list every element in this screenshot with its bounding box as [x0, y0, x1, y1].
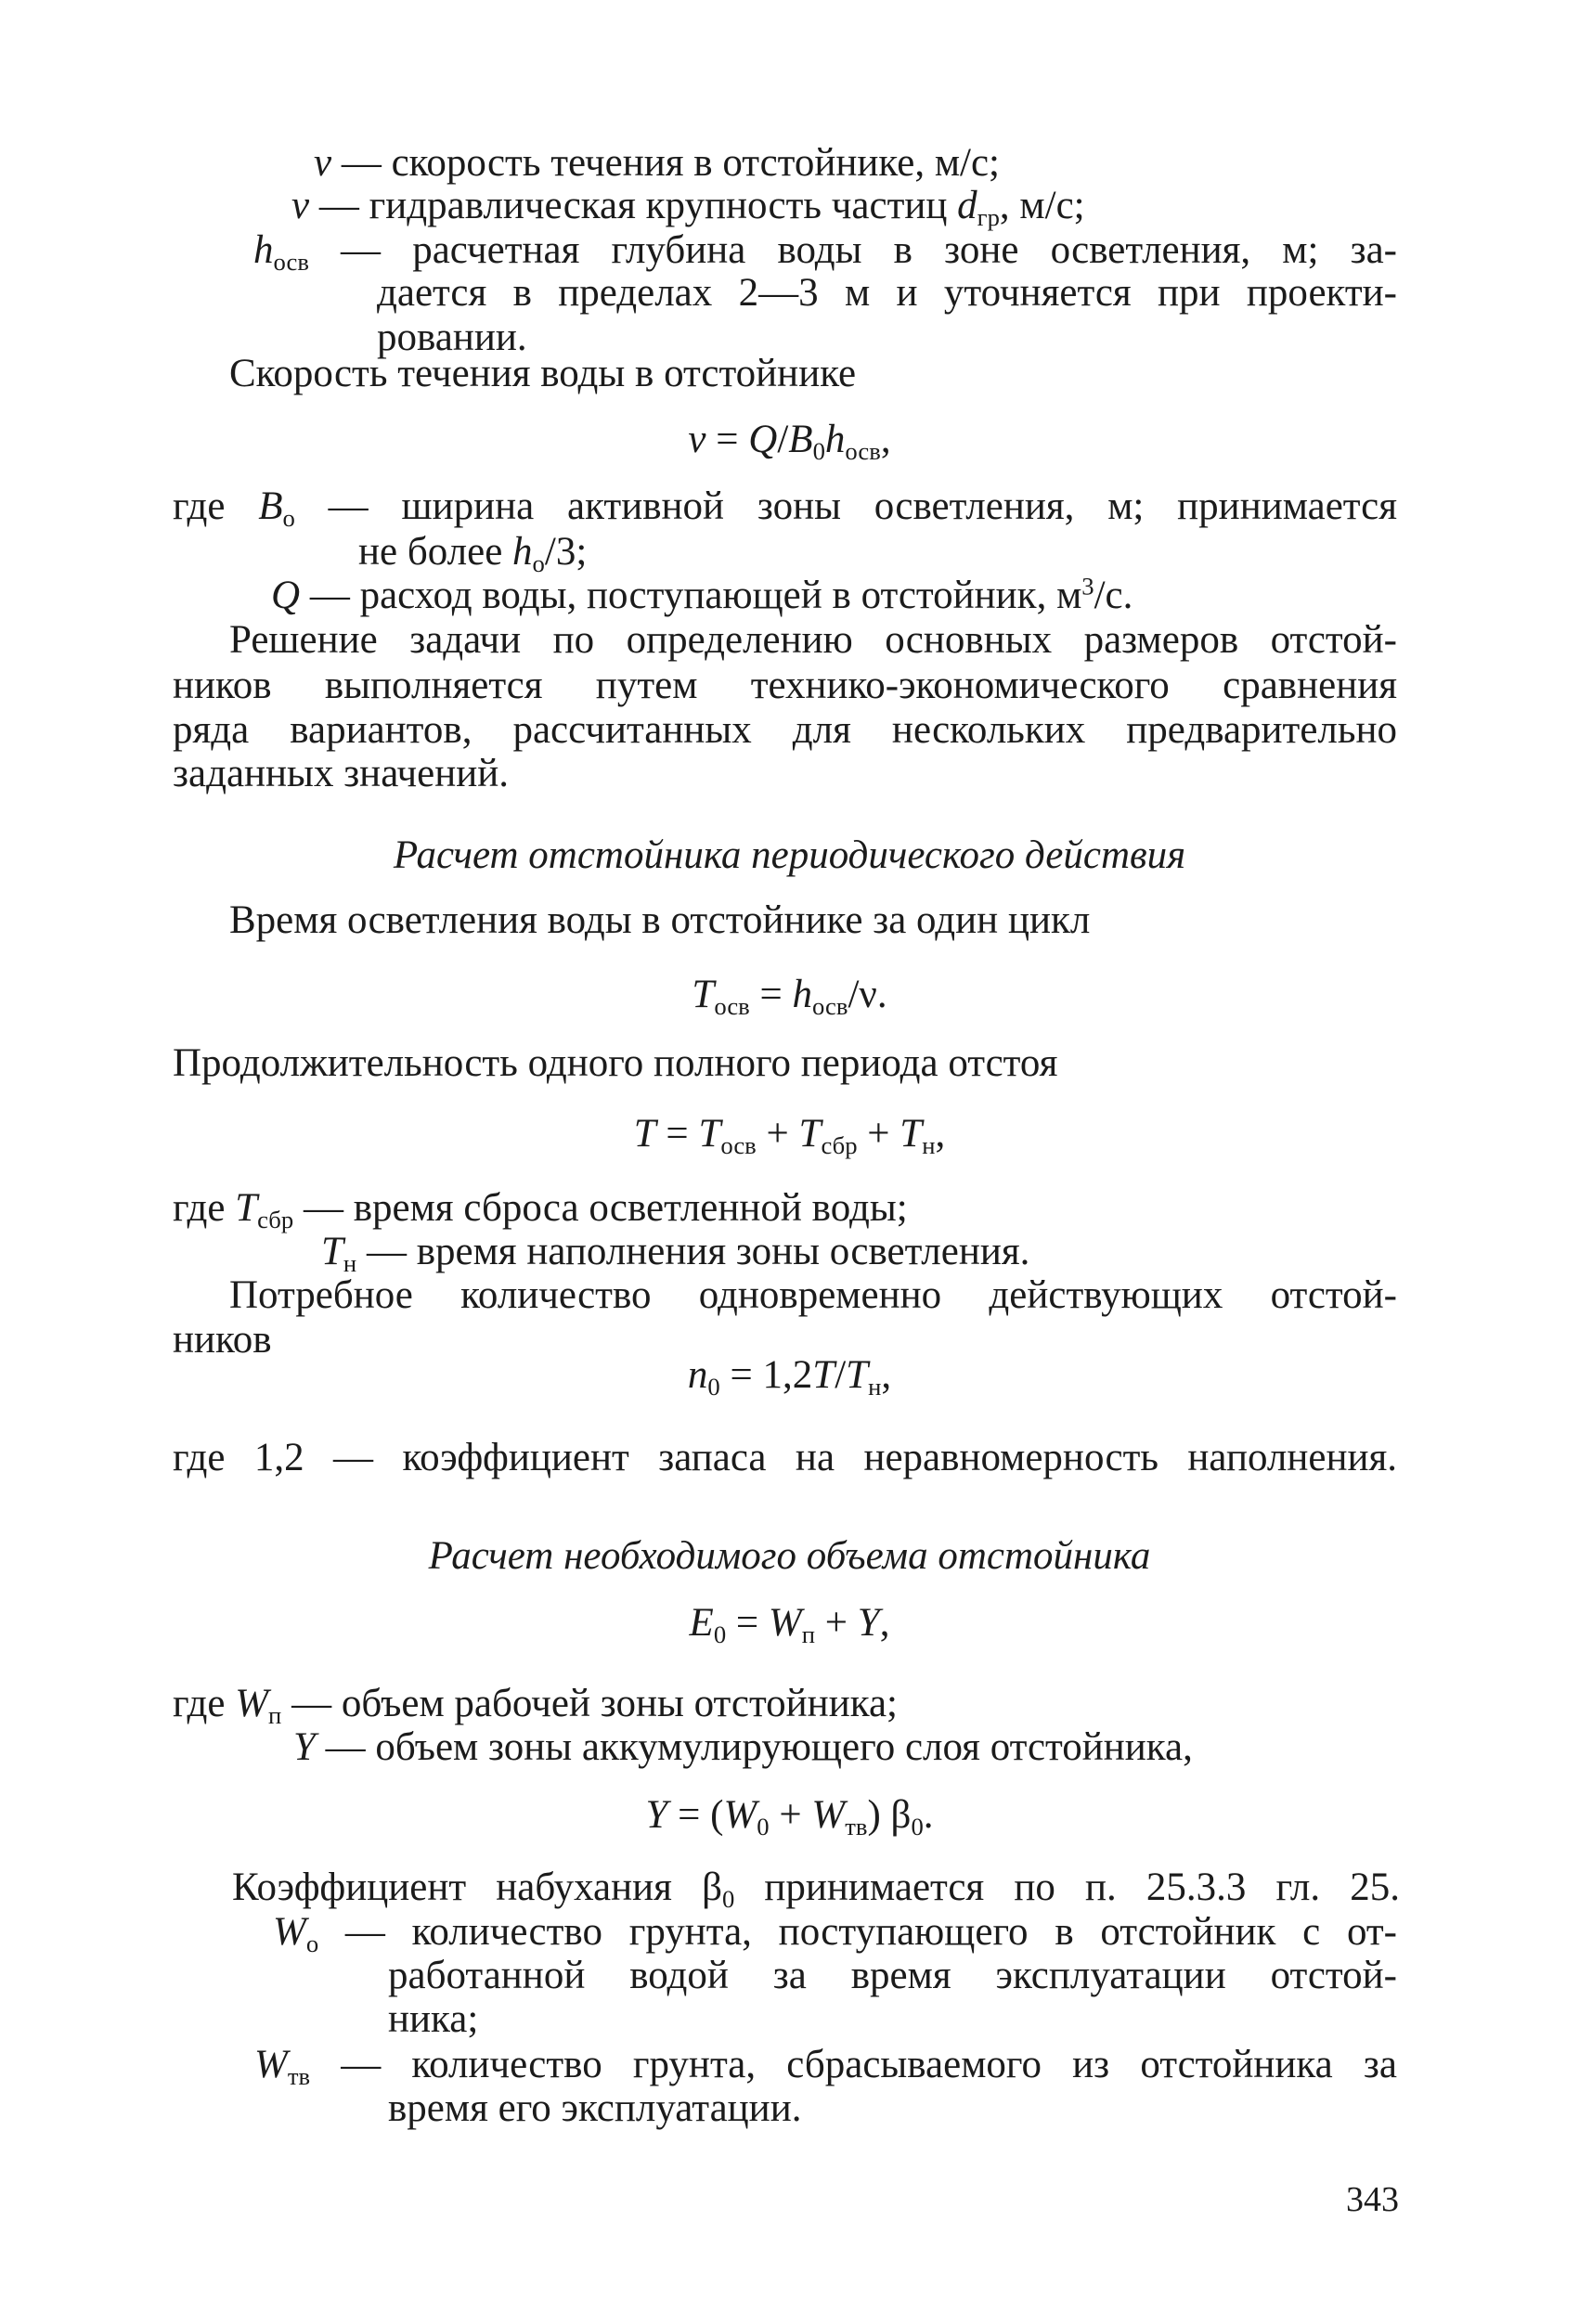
f-h: h [824, 418, 846, 461]
need-line-2: ников [173, 1318, 272, 1362]
def-h-line1 [253, 226, 1397, 274]
formula-t-total [0, 1110, 1579, 1157]
f5-Wtv-sub: тв [845, 1812, 868, 1840]
def-tn-text: — время наполнения зоны осветления. [356, 1230, 1030, 1273]
def-B-text-1: — ширина активной зоны осветления, м; принимается [294, 484, 1397, 528]
f5-close: ) [867, 1793, 891, 1837]
symbol-tn: T [321, 1230, 343, 1273]
symbol-w0: W [273, 1910, 306, 1954]
symbol-Q: Q [271, 574, 301, 617]
f3-Tn: T [846, 1353, 869, 1397]
f5-eq: = ( [667, 1793, 724, 1837]
f-slash: / [777, 418, 789, 461]
duration-intro: Продолжительность одного полного периода отстоя [173, 1041, 1058, 1085]
swell-beta: β [702, 1866, 722, 1909]
f5-plus: + [769, 1793, 812, 1837]
symbol-y: Y [293, 1725, 316, 1769]
coef-line: где 1,2 — коэффициент запаса на неравномерность наполнения. [173, 1436, 1397, 1479]
def-y-text: — объем зоны аккумулирующего слоя отстойника, [315, 1725, 1193, 1769]
symbol-tn-sub: н [343, 1248, 357, 1277]
symbol-wp-sub: п [268, 1700, 282, 1729]
symbol-d: d [957, 184, 977, 227]
def-h-line3: ровании. [377, 316, 527, 359]
f1-h: h [792, 973, 813, 1016]
f4-plus: + [815, 1601, 858, 1645]
symbol-tsbr-sub: сбр [257, 1205, 294, 1233]
swell-b: принимается по п. 25.3.3 гл. 25. [734, 1866, 1400, 1909]
def-h-text-1: — расчетная глубина воды в зоне осветления, м; за- [308, 228, 1397, 272]
def-w0-line2: работанной водой за время эксплуатации отстой- [388, 1954, 1397, 1997]
def-tn [321, 1228, 1029, 1275]
f5-Y: Y [645, 1793, 668, 1837]
def-h-line2: дается в пределах 2—3 м и уточняется при проекти- [377, 271, 1397, 315]
solution-line-1: Решение задачи по определению основных размеров отстой- [229, 618, 1397, 662]
heading-volume: Расчет необходимого объема отстойника [428, 1534, 1151, 1578]
f3-k: 1,2 [762, 1353, 813, 1397]
def-wtv-line1 [254, 2041, 1397, 2088]
def-B-line1 [173, 483, 1397, 530]
f2-T3-sub: н [922, 1130, 936, 1159]
solution-line-4: заданных значений. [173, 752, 510, 795]
f2-end: , [935, 1112, 946, 1156]
f4-Y: Y [857, 1601, 880, 1645]
def-B-text-2b: /3; [544, 530, 588, 574]
f-B: B [788, 418, 813, 461]
def-tsbr [173, 1184, 908, 1232]
formula-velocity [0, 416, 1579, 463]
f2-T2-sub: сбр [821, 1130, 858, 1159]
where-word-2: где [173, 1186, 236, 1230]
def-Q-tail: /с. [1094, 574, 1133, 617]
f-end: , [880, 418, 891, 461]
symbol-h0-sub: o [532, 549, 545, 577]
f-v: v [688, 418, 706, 461]
velocity-intro: Скорость течения воды в отстойнике [229, 352, 857, 395]
def-wp [173, 1680, 898, 1727]
need-line-1: Потребное количество одновременно действующих отстой- [229, 1273, 1397, 1317]
def-wtv-line2: время его эксплуатации. [388, 2086, 802, 2130]
f5-Wtv: W [811, 1793, 846, 1837]
f3-Tn-sub: н [868, 1372, 882, 1401]
f-B-sub: 0 [812, 436, 825, 465]
f5-beta-sub: 0 [911, 1812, 924, 1840]
def-nu-text-b: , м/с; [999, 184, 1085, 227]
swell-line [232, 1864, 1400, 1911]
f3-T: T [812, 1353, 835, 1397]
f2-T1-sub: осв [720, 1130, 757, 1159]
def-Q-sup: 3 [1081, 572, 1094, 600]
symbol-wp: W [235, 1682, 269, 1725]
symbol-tsbr: T [235, 1186, 258, 1230]
formula-t-osv [0, 971, 1579, 1018]
f3-slash: / [835, 1353, 847, 1397]
symbol-h: h [253, 228, 274, 272]
def-B-line2 [358, 528, 587, 575]
f4-W-sub: п [801, 1620, 816, 1648]
def-nu [291, 182, 1085, 229]
solution-line-3: ряда вариантов, рассчитанных для нескольких предварительно [173, 708, 1397, 752]
symbol-d-sub: гр [977, 202, 1000, 231]
symbol-B: B [258, 484, 283, 528]
f5-W0: W [723, 1793, 757, 1837]
symbol-wtv: W [254, 2043, 288, 2086]
def-nu-text-a: — гидравлическая крупность частиц [309, 184, 958, 227]
def-w0-text-1: — количество грунта, поступающего в отстойник с от- [318, 1910, 1397, 1954]
symbol-h0: h [512, 530, 533, 574]
f-Q: Q [748, 418, 778, 461]
swell-beta-sub: 0 [721, 1884, 735, 1913]
f2-T3: T [900, 1112, 923, 1156]
symbol-w0-sub: o [305, 1929, 319, 1957]
def-v [314, 139, 1000, 187]
f-h-sub: осв [845, 436, 881, 465]
symbol-v: v [314, 141, 332, 185]
clarification-intro: Время осветления воды в отстойнике за один цикл [229, 898, 1091, 942]
f4-E-sub: 0 [713, 1620, 727, 1648]
f1-h-sub: осв [812, 991, 848, 1020]
symbol-h-sub: осв [273, 247, 309, 276]
f3-eq: = [719, 1353, 763, 1397]
f1-T-sub: осв [714, 991, 750, 1020]
formula-n0 [0, 1351, 1579, 1399]
symbol-B-sub: o [282, 503, 295, 532]
f3-n: n [687, 1353, 708, 1397]
f4-E: E [689, 1601, 714, 1645]
f4-end: , [879, 1601, 890, 1645]
f-eq: = [705, 418, 749, 461]
def-y [293, 1724, 1193, 1771]
def-w0-line1 [273, 1908, 1397, 1956]
heading-periodic: Расчет отстойника периодического действия [393, 833, 1186, 877]
formula-y [0, 1791, 1579, 1839]
f2-T2: T [798, 1112, 822, 1156]
where-word-3: где [173, 1682, 236, 1725]
f2-plus1: + [756, 1112, 799, 1156]
def-B-text-2a: не более [358, 530, 513, 574]
def-tsbr-text: — время сброса осветленной воды; [293, 1186, 908, 1230]
solution-line-2: ников выполняется путем технико-экономического сравнения [173, 664, 1397, 707]
f2-plus2: + [857, 1112, 900, 1156]
def-wtv-text-1: — количество грунта, сбрасываемого из отстойника за [310, 2043, 1397, 2086]
def-Q [271, 572, 1132, 619]
f5-end: . [923, 1793, 934, 1837]
f1-tail: /ν. [848, 973, 887, 1016]
f2-T: T [633, 1112, 656, 1156]
f5-W0-sub: 0 [757, 1812, 770, 1840]
page-number: 343 [1346, 2180, 1399, 2219]
f4-W: W [768, 1601, 802, 1645]
f2-eq: = [655, 1112, 699, 1156]
f3-end: , [881, 1353, 892, 1397]
f4-eq: = [726, 1601, 769, 1645]
f5-beta: β [890, 1793, 912, 1837]
swell-a: Коэффициент набухания [232, 1866, 703, 1909]
f2-T1: T [698, 1112, 721, 1156]
def-w0-line3: ника; [388, 1997, 479, 2041]
f3-n-sub: 0 [707, 1372, 720, 1401]
where-word: где [173, 484, 259, 528]
def-Q-text: — расход воды, поступающей в отстойник, м [300, 574, 1082, 617]
symbol-wtv-sub: тв [287, 2061, 311, 2090]
f1-T: T [692, 973, 715, 1016]
f1-eq: = [749, 973, 793, 1016]
def-wp-text: — объем рабочей зоны отстойника; [281, 1682, 898, 1725]
def-v-text: — скорость течения в отстойнике, м/с; [331, 141, 1001, 185]
symbol-nu: ν [291, 184, 310, 227]
formula-e0 [0, 1599, 1579, 1646]
